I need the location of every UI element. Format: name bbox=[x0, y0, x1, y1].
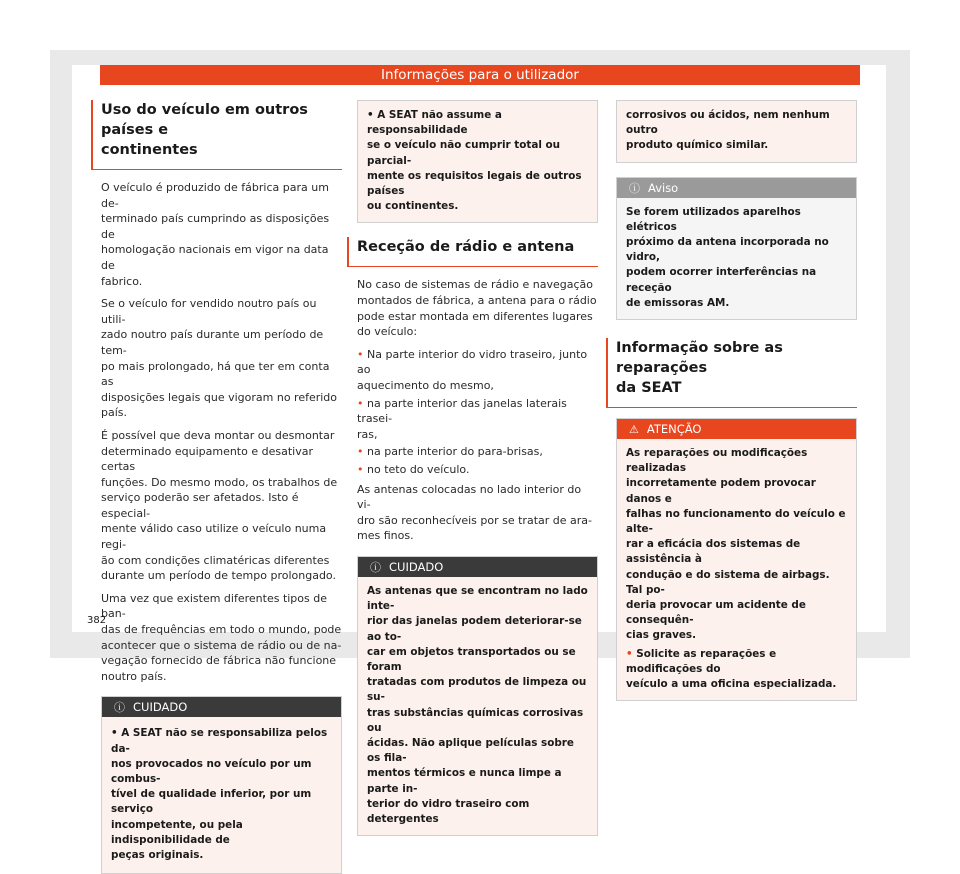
caution-circle-icon: ⓘ bbox=[114, 701, 125, 715]
cuidado-title: CUIDADO bbox=[133, 700, 188, 715]
caution-circle-icon: ⓘ bbox=[370, 560, 381, 574]
paragraph: O veículo é produzido de fábrica para um de- terminado país cumprindo as disposições de homologação nacionais em vigor na data de fabrico. bbox=[101, 181, 330, 288]
list-item: • na parte interior do para-brisas, bbox=[357, 445, 543, 459]
paragraph: No caso de sistemas de rádio e navegação montados de fábrica, a antena para o rádio pode estar montada em diferentes lugares do veículo: bbox=[357, 278, 597, 339]
paragraph: As antenas colocadas no lado interior do vi- dro são reconhecíveis por se tratar de ara- mes finos. bbox=[357, 482, 592, 543]
cuidado-bullet-text: A SEAT não se responsabiliza pelos da- nos provocados no veículo por um combus- tível de qualidade inferior, por um serviço incompetente, ou pela indisponibilidade de peças originais. bbox=[111, 727, 328, 862]
header-title: Informações para o utilizador bbox=[100, 65, 860, 85]
cuidado-box bbox=[357, 556, 598, 836]
bullet-icon: • bbox=[357, 462, 367, 476]
continued-box-body bbox=[617, 101, 856, 162]
section-heading-repairs bbox=[606, 338, 857, 408]
paragraph: Se o veículo for vendido noutro país ou utili- zado noutro país durante um período de tem- po mais prolongado, há que ter em conta as disposições legais que vigoram no referido país. bbox=[101, 297, 338, 420]
atencao-box-body bbox=[617, 439, 856, 700]
cuidado-box-body bbox=[358, 577, 597, 835]
list-item: • na parte interior das janelas laterais trasei- ras, bbox=[357, 396, 567, 441]
aviso-text: Se forem utilizados aparelhos elétricos próximo da antena incorporada no vidro, podem ocorrer interferências na receção de emissoras AM. bbox=[626, 205, 829, 309]
bullet-icon: • bbox=[626, 647, 637, 660]
atencao-text: As reparações ou modificações realizadas incorretamente podem provocar danos e falhas no funcionamento do veículo e alte- rar a eficácia dos sistemas de assistência à condução e do sistema de airbags. Tal po- deria provocar um acidente de consequên- cias graves. bbox=[626, 447, 846, 642]
cuidado-text: As antenas que se encontram no lado inte- rior das janelas podem deteriorar-se ao to- car em objetos transportados ou se foram tratadas com produtos de limpeza ou su- tras substâncias químicas corrosivas ou ácidas. Não aplique películas sobre os fila- mentos térmicos e nunca limpe a parte in- terior do vidro traseiro com detergentes bbox=[367, 584, 588, 825]
heading-line-2: da SEAT bbox=[616, 380, 682, 397]
aviso-title: Aviso bbox=[648, 180, 679, 195]
page-number: 382 bbox=[87, 615, 107, 626]
section-heading-radio: Receção de rádio e antena bbox=[347, 237, 598, 267]
column-1 bbox=[101, 100, 342, 874]
continued-box-text: A SEAT não assume a responsabilidade se o veículo não cumprir total ou parcial- mente os requisitos legais de outros países ou continentes. bbox=[367, 109, 582, 213]
warning-triangle-icon: ⚠ bbox=[629, 423, 639, 437]
cuidado-box-body bbox=[102, 717, 341, 873]
heading-line-2: continentes bbox=[101, 142, 198, 158]
atencao-box-header bbox=[617, 419, 856, 439]
atencao-title: ATENÇÃO bbox=[646, 422, 702, 437]
info-icon: ⓘ bbox=[629, 181, 640, 195]
continued-box-body bbox=[358, 101, 597, 222]
column-3 bbox=[616, 100, 857, 701]
bullet-icon: • bbox=[357, 347, 367, 361]
aviso-box bbox=[616, 177, 857, 320]
cuidado-box-header bbox=[102, 697, 341, 717]
list-item: • Na parte interior do vidro traseiro, junto ao aquecimento do mesmo, bbox=[357, 347, 588, 392]
paragraph: É possível que deva montar ou desmontar determinado equipamento e desativar certas funções. Do mesmo modo, os trabalhos de serviço poderão ser afetados. Isto é especial- mente válido caso utilize o veículo numa regi- ão com condições climatéricas diferentes durante um período de tempo prolongado. bbox=[101, 428, 338, 583]
atencao-bullet-text: Solicite as reparações e modificações do veículo a uma oficina especializada. bbox=[626, 647, 837, 691]
continued-cuidado-box bbox=[357, 100, 598, 223]
list-item: • no teto do veículo. bbox=[357, 462, 470, 476]
aviso-box-body bbox=[617, 198, 856, 319]
continued-box-text: corrosivos ou ácidos, nem nenhum outro produto químico similar. bbox=[626, 109, 830, 152]
aviso-box-header bbox=[617, 178, 856, 198]
column-2 bbox=[357, 100, 598, 836]
cuidado-box bbox=[101, 696, 342, 874]
heading-line-1: Uso do veículo em outros países e bbox=[101, 102, 308, 138]
paragraph: Uma vez que existem diferentes tipos de ban- das de frequências em todo o mundo, pode acontecer que o sistema de rádio ou de na- vegação fornecido de fábrica não funcione noutro país. bbox=[101, 591, 342, 683]
atencao-box bbox=[616, 418, 857, 701]
cuidado-title: CUIDADO bbox=[389, 559, 444, 574]
bullet-icon: • bbox=[357, 396, 367, 410]
continued-cuidado-box bbox=[616, 100, 857, 163]
bullet-icon: • bbox=[111, 727, 122, 740]
bullet-icon: • bbox=[357, 445, 367, 459]
bullet-icon: • bbox=[367, 109, 378, 121]
cuidado-box-header bbox=[358, 557, 597, 577]
section-heading-other-countries bbox=[91, 100, 342, 170]
heading-line-1: Informação sobre as reparações bbox=[616, 340, 783, 377]
